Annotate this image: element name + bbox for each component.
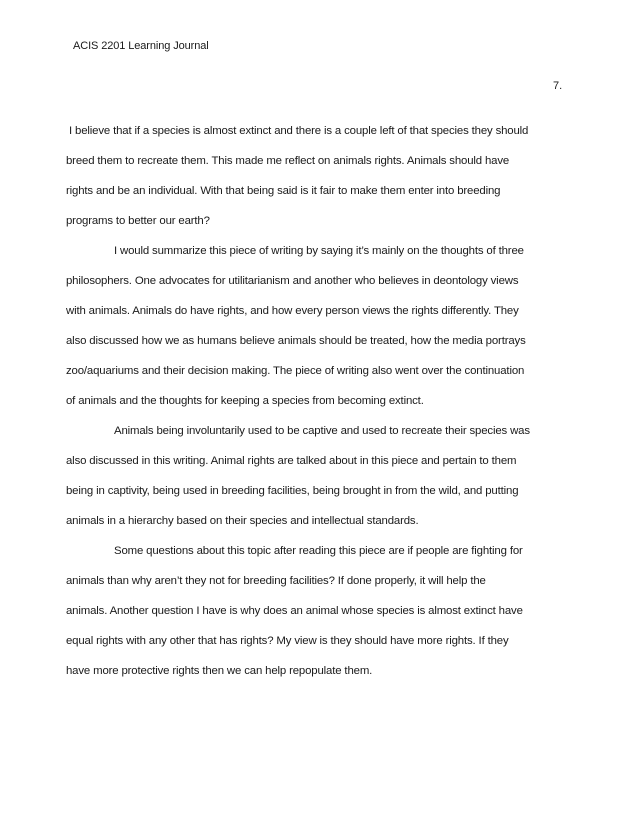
paragraph-line: being in captivity, being used in breeding facilities, being brought in from the wild, and putting bbox=[66, 485, 519, 497]
paragraph-line: also discussed how we as humans believe animals should be treated, how the media portrays bbox=[66, 335, 526, 347]
page-number: 7. bbox=[553, 80, 563, 92]
paragraph-line: programs to better our earth? bbox=[66, 215, 210, 227]
paragraph-line: animals than why aren’t they not for breeding facilities? If done properly, it will help the bbox=[66, 575, 486, 587]
paragraph-line: I believe that if a species is almost extinct and there is a couple left of that species they should bbox=[69, 125, 529, 137]
running-head: ACIS 2201 Learning Journal bbox=[73, 40, 209, 52]
paragraph-line: philosophers. One advocates for utilitarianism and another who believes in deontology views bbox=[66, 275, 519, 287]
paragraph-line: rights and be an individual. With that being said is it fair to make them enter into breeding bbox=[66, 185, 501, 197]
paragraph-line: also discussed in this writing. Animal rights are talked about in this piece and pertain to them bbox=[66, 455, 517, 467]
paragraph-line: breed them to recreate them. This made me reflect on animals rights. Animals should have bbox=[66, 155, 510, 167]
paragraph-1 bbox=[66, 116, 576, 236]
paragraph-3 bbox=[66, 416, 576, 536]
paragraph-line: I would summarize this piece of writing by saying it’s mainly on the thoughts of three bbox=[114, 245, 524, 257]
paragraph-line: animals in a hierarchy based on their species and intellectual standards. bbox=[66, 515, 419, 527]
paragraph-line: Some questions about this topic after reading this piece are if people are fighting for bbox=[114, 545, 523, 557]
paragraph-line: animals. Another question I have is why does an animal whose species is almost extinct have bbox=[66, 605, 523, 617]
paragraph-4 bbox=[66, 536, 576, 686]
paragraph-line: have more protective rights then we can help repopulate them. bbox=[66, 665, 373, 677]
paragraph-line: equal rights with any other that has rights? My view is they should have more rights. If they bbox=[66, 635, 509, 647]
paragraph-line: with animals. Animals do have rights, and how every person views the rights differently. They bbox=[66, 305, 519, 317]
paragraph-line: zoo/aquariums and their decision making. The piece of writing also went over the continuation bbox=[66, 365, 525, 377]
paragraph-line: of animals and the thoughts for keeping a species from becoming extinct. bbox=[66, 395, 424, 407]
body-text bbox=[66, 116, 576, 686]
paragraph-line: Animals being involuntarily used to be captive and used to recreate their species was bbox=[114, 425, 530, 437]
paragraph-2 bbox=[66, 236, 576, 416]
